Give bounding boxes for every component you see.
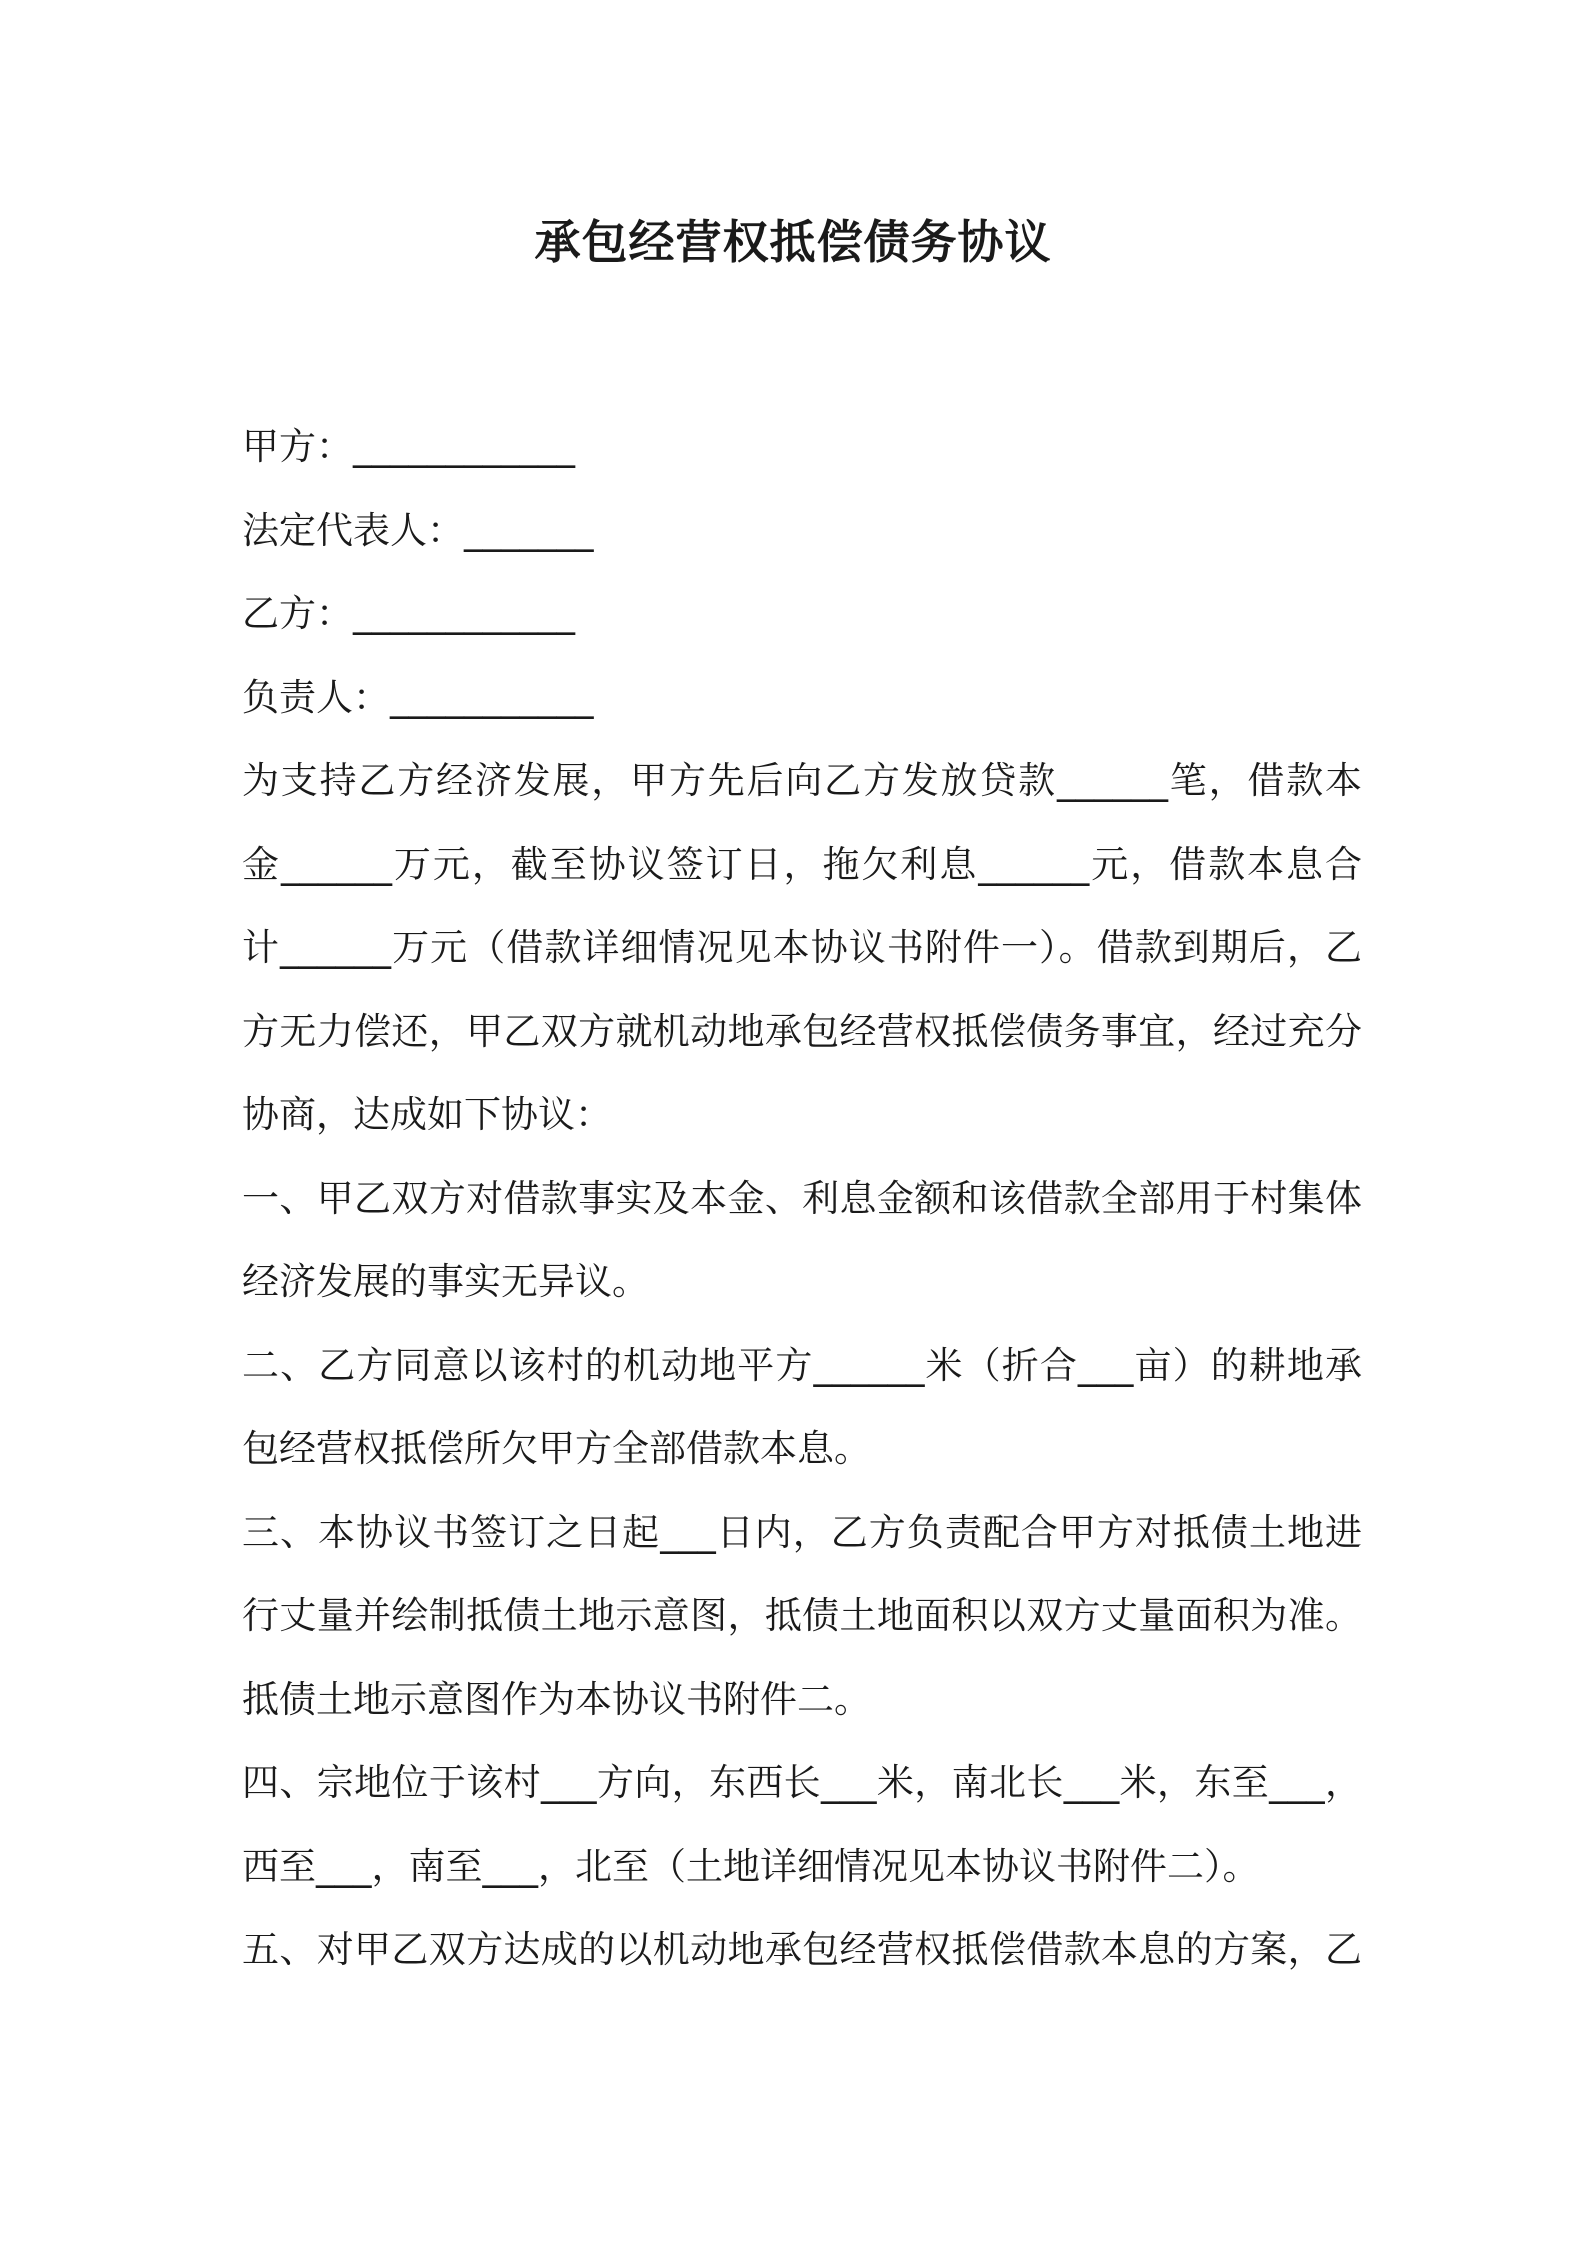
document-body <box>242 405 1362 1992</box>
clause-2-line-2: 包经营权抵偿所欠甲方全部借款本息。 <box>242 1427 871 1470</box>
clause-3-line-2: 行丈量并绘制抵债土地示意图，抵债土地面积以双方丈量面积为准。 <box>242 1594 1362 1637</box>
preamble-line-5: 协商，达成如下协议： <box>242 1093 612 1136</box>
preamble-line-3: 计______万元（借款详细情况见本协议书附件一）。借款到期后，乙 <box>242 926 1362 969</box>
person-in-charge-line: 负责人：___________ <box>242 675 594 719</box>
preamble-line-2: 金______万元，截至协议签订日，拖欠利息______元，借款本息合 <box>242 842 1362 886</box>
party-b-line: 乙方：____________ <box>242 592 575 635</box>
clause-1-line-2: 经济发展的事实无异议。 <box>242 1260 649 1303</box>
party-a-line: 甲方：____________ <box>242 425 575 468</box>
legal-representative-line: 法定代表人：_______ <box>242 508 594 552</box>
clause-5-line-1: 五、对甲乙双方达成的以机动地承包经营权抵偿借款本息的方案，乙 <box>242 1928 1362 1971</box>
document-title: 承包经营权抵偿债务协议 <box>534 215 1052 269</box>
clause-2-line-1: 二、乙方同意以该村的机动地平方______米（折合___亩）的耕地承 <box>242 1343 1362 1387</box>
clause-1-line-1: 一、甲乙双方对借款事实及本金、利息金额和该借款全部用于村集体 <box>242 1176 1362 1220</box>
clause-4-line-1: 四、宗地位于该村___方向，东西长___米，南北长___米，东至___， <box>242 1761 1362 1804</box>
clause-3-line-3: 抵债土地示意图作为本协议书附件二。 <box>242 1677 871 1721</box>
clause-3-line-1: 三、本协议书签订之日起___日内，乙方负责配合甲方对抵债土地进 <box>242 1510 1362 1554</box>
preamble-line-1: 为支持乙方经济发展，甲方先后向乙方发放贷款______笔，借款本 <box>242 759 1362 802</box>
preamble-line-4: 方无力偿还，甲乙双方就机动地承包经营权抵偿债务事宜，经过充分 <box>242 1009 1362 1053</box>
clause-4-line-2: 西至___，南至___，北至（土地详细情况见本协议书附件二）。 <box>242 1844 1260 1888</box>
